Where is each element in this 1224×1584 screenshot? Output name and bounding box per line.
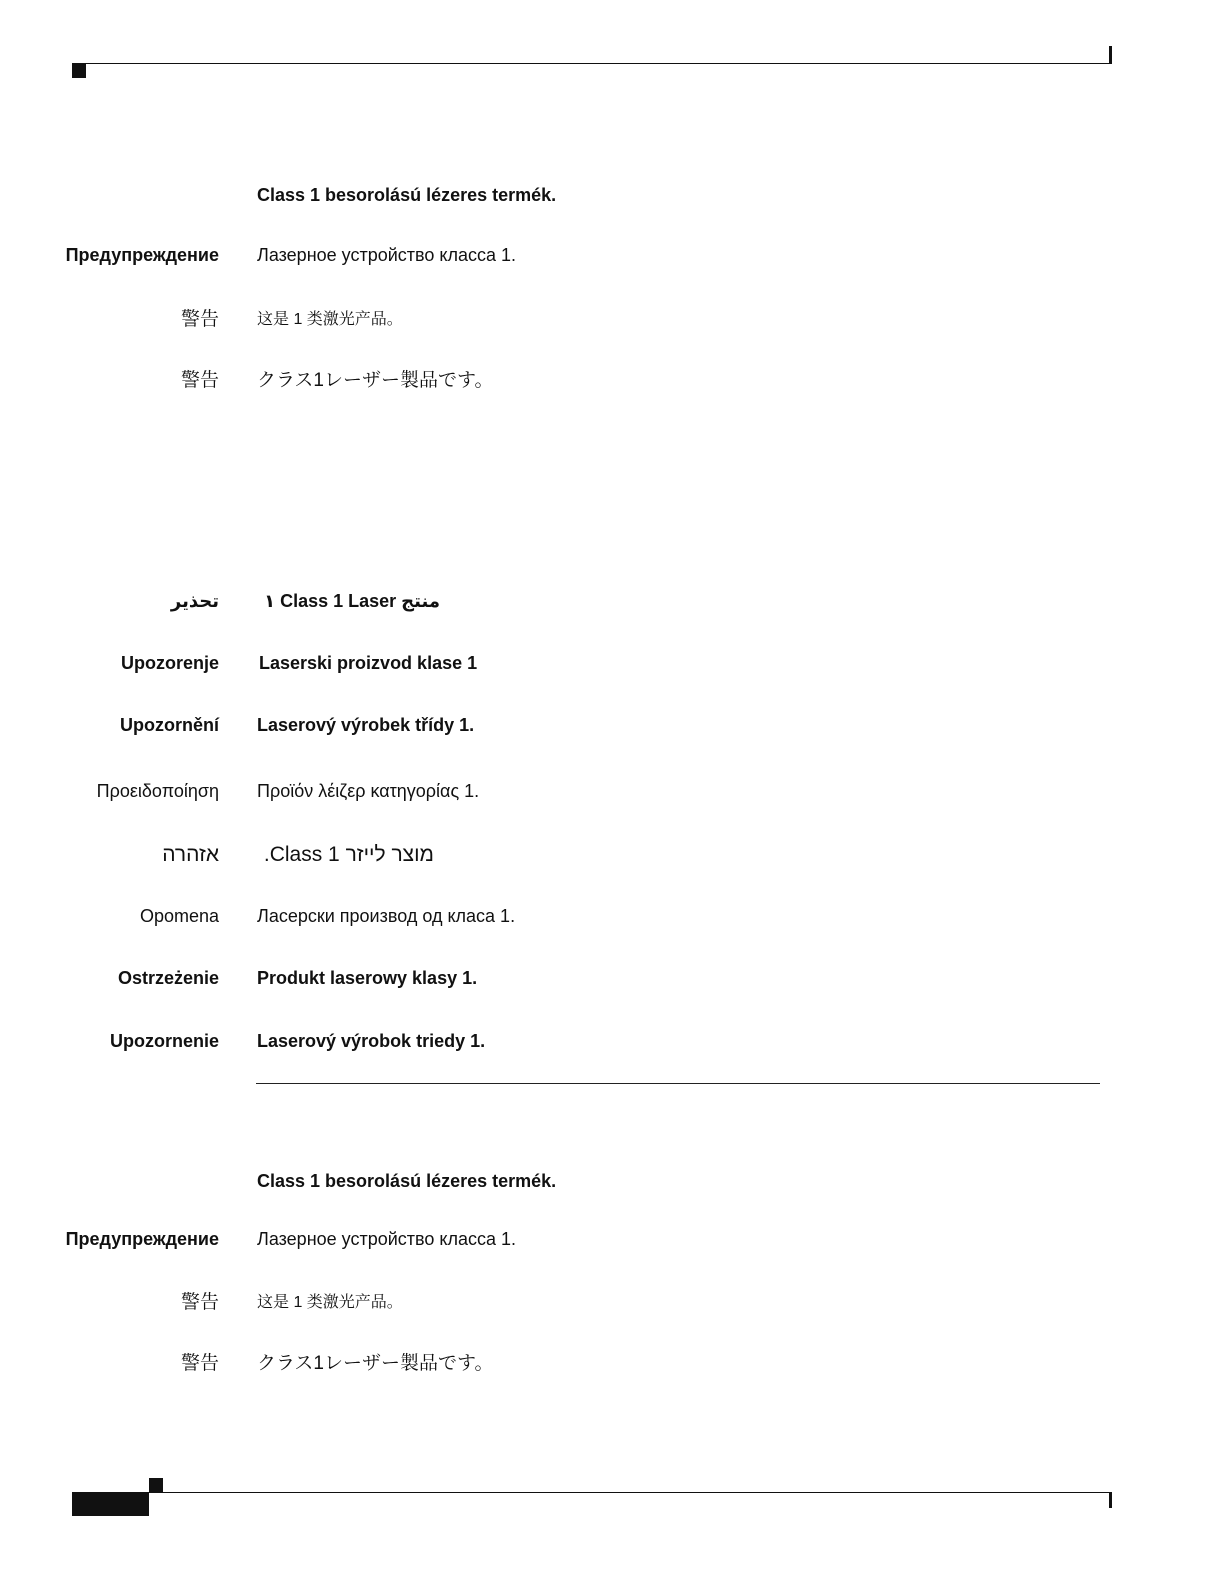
warning-row-hungarian xyxy=(0,1166,1224,1196)
warning-row-chinese xyxy=(0,305,1224,335)
warning-text: Laserski proizvod klase 1 xyxy=(259,653,478,673)
warning-row-chinese xyxy=(0,1288,1224,1318)
warning-row-czech xyxy=(0,710,1224,740)
warning-label: Upozornění xyxy=(120,715,219,735)
warning-row-hebrew xyxy=(0,840,1224,870)
header-square-marker xyxy=(72,64,86,78)
warning-label: Предупреждение xyxy=(65,245,219,265)
warning-text: 这是 1 类激光产品。 xyxy=(257,1294,403,1311)
footer-rule xyxy=(72,1492,1112,1493)
footer-bar xyxy=(72,1492,149,1516)
warning-text: 这是 1 类激光产品。 xyxy=(257,311,403,328)
footer-tick-marker xyxy=(1109,1493,1112,1508)
warning-row-croatian xyxy=(0,648,1224,678)
warning-text: Class 1 besorolású lézeres termék. xyxy=(257,1171,557,1191)
header-tick-marker xyxy=(1109,46,1112,64)
warning-text: منتج Class 1 Laser ١ xyxy=(264,591,440,611)
warning-label: Ostrzeżenie xyxy=(117,968,219,988)
warning-row-japanese xyxy=(0,366,1224,396)
warning-text: Laserový výrobok triedy 1. xyxy=(257,1031,486,1051)
warning-row-arabic xyxy=(0,586,1224,616)
header-rule xyxy=(72,63,1112,64)
warning-text: クラス1レーザー製品です。 xyxy=(257,1353,494,1374)
warning-row-polish xyxy=(0,963,1224,993)
warning-row-greek xyxy=(0,776,1224,806)
warning-row-russian xyxy=(0,1224,1224,1254)
warning-text: מוצר לייזר Class 1. xyxy=(263,843,434,866)
section-divider xyxy=(256,1083,1100,1084)
warning-text: Προϊόν λέιζερ κατηγορίας 1. xyxy=(257,781,480,801)
warning-text: Laserový výrobek třídy 1. xyxy=(257,715,475,735)
warning-row-macedonian xyxy=(0,901,1224,931)
warning-label: Upozorenje xyxy=(120,653,219,673)
warning-label: Opomena xyxy=(139,906,219,926)
warning-row-hungarian xyxy=(0,180,1224,210)
warning-label: Προειδοποίηση xyxy=(96,781,219,801)
warning-label: Предупреждение xyxy=(65,1229,219,1249)
warning-row-slovak xyxy=(0,1026,1224,1056)
warning-label: Upozornenie xyxy=(109,1031,219,1051)
warning-text: Produkt laserowy klasy 1. xyxy=(257,968,478,988)
warning-row-japanese xyxy=(0,1349,1224,1379)
warning-row-russian xyxy=(0,240,1224,270)
warning-label: 警告 xyxy=(180,1353,219,1374)
warning-text: Лазерное устройство класса 1. xyxy=(257,245,517,265)
warning-label: 警告 xyxy=(180,370,219,391)
warning-text: Class 1 besorolású lézeres termék. xyxy=(257,185,557,205)
warning-text: Лазерное устройство класса 1. xyxy=(257,1229,517,1249)
warning-text: クラス1レーザー製品です。 xyxy=(257,370,494,391)
warning-label: אזהרה xyxy=(162,843,219,866)
warning-label: 警告 xyxy=(180,309,219,330)
footer-square-marker xyxy=(149,1478,163,1492)
warning-label: 警告 xyxy=(180,1292,219,1313)
warning-text: Ласерски производ од класа 1. xyxy=(257,906,516,926)
warning-label: تحذير xyxy=(170,591,219,611)
